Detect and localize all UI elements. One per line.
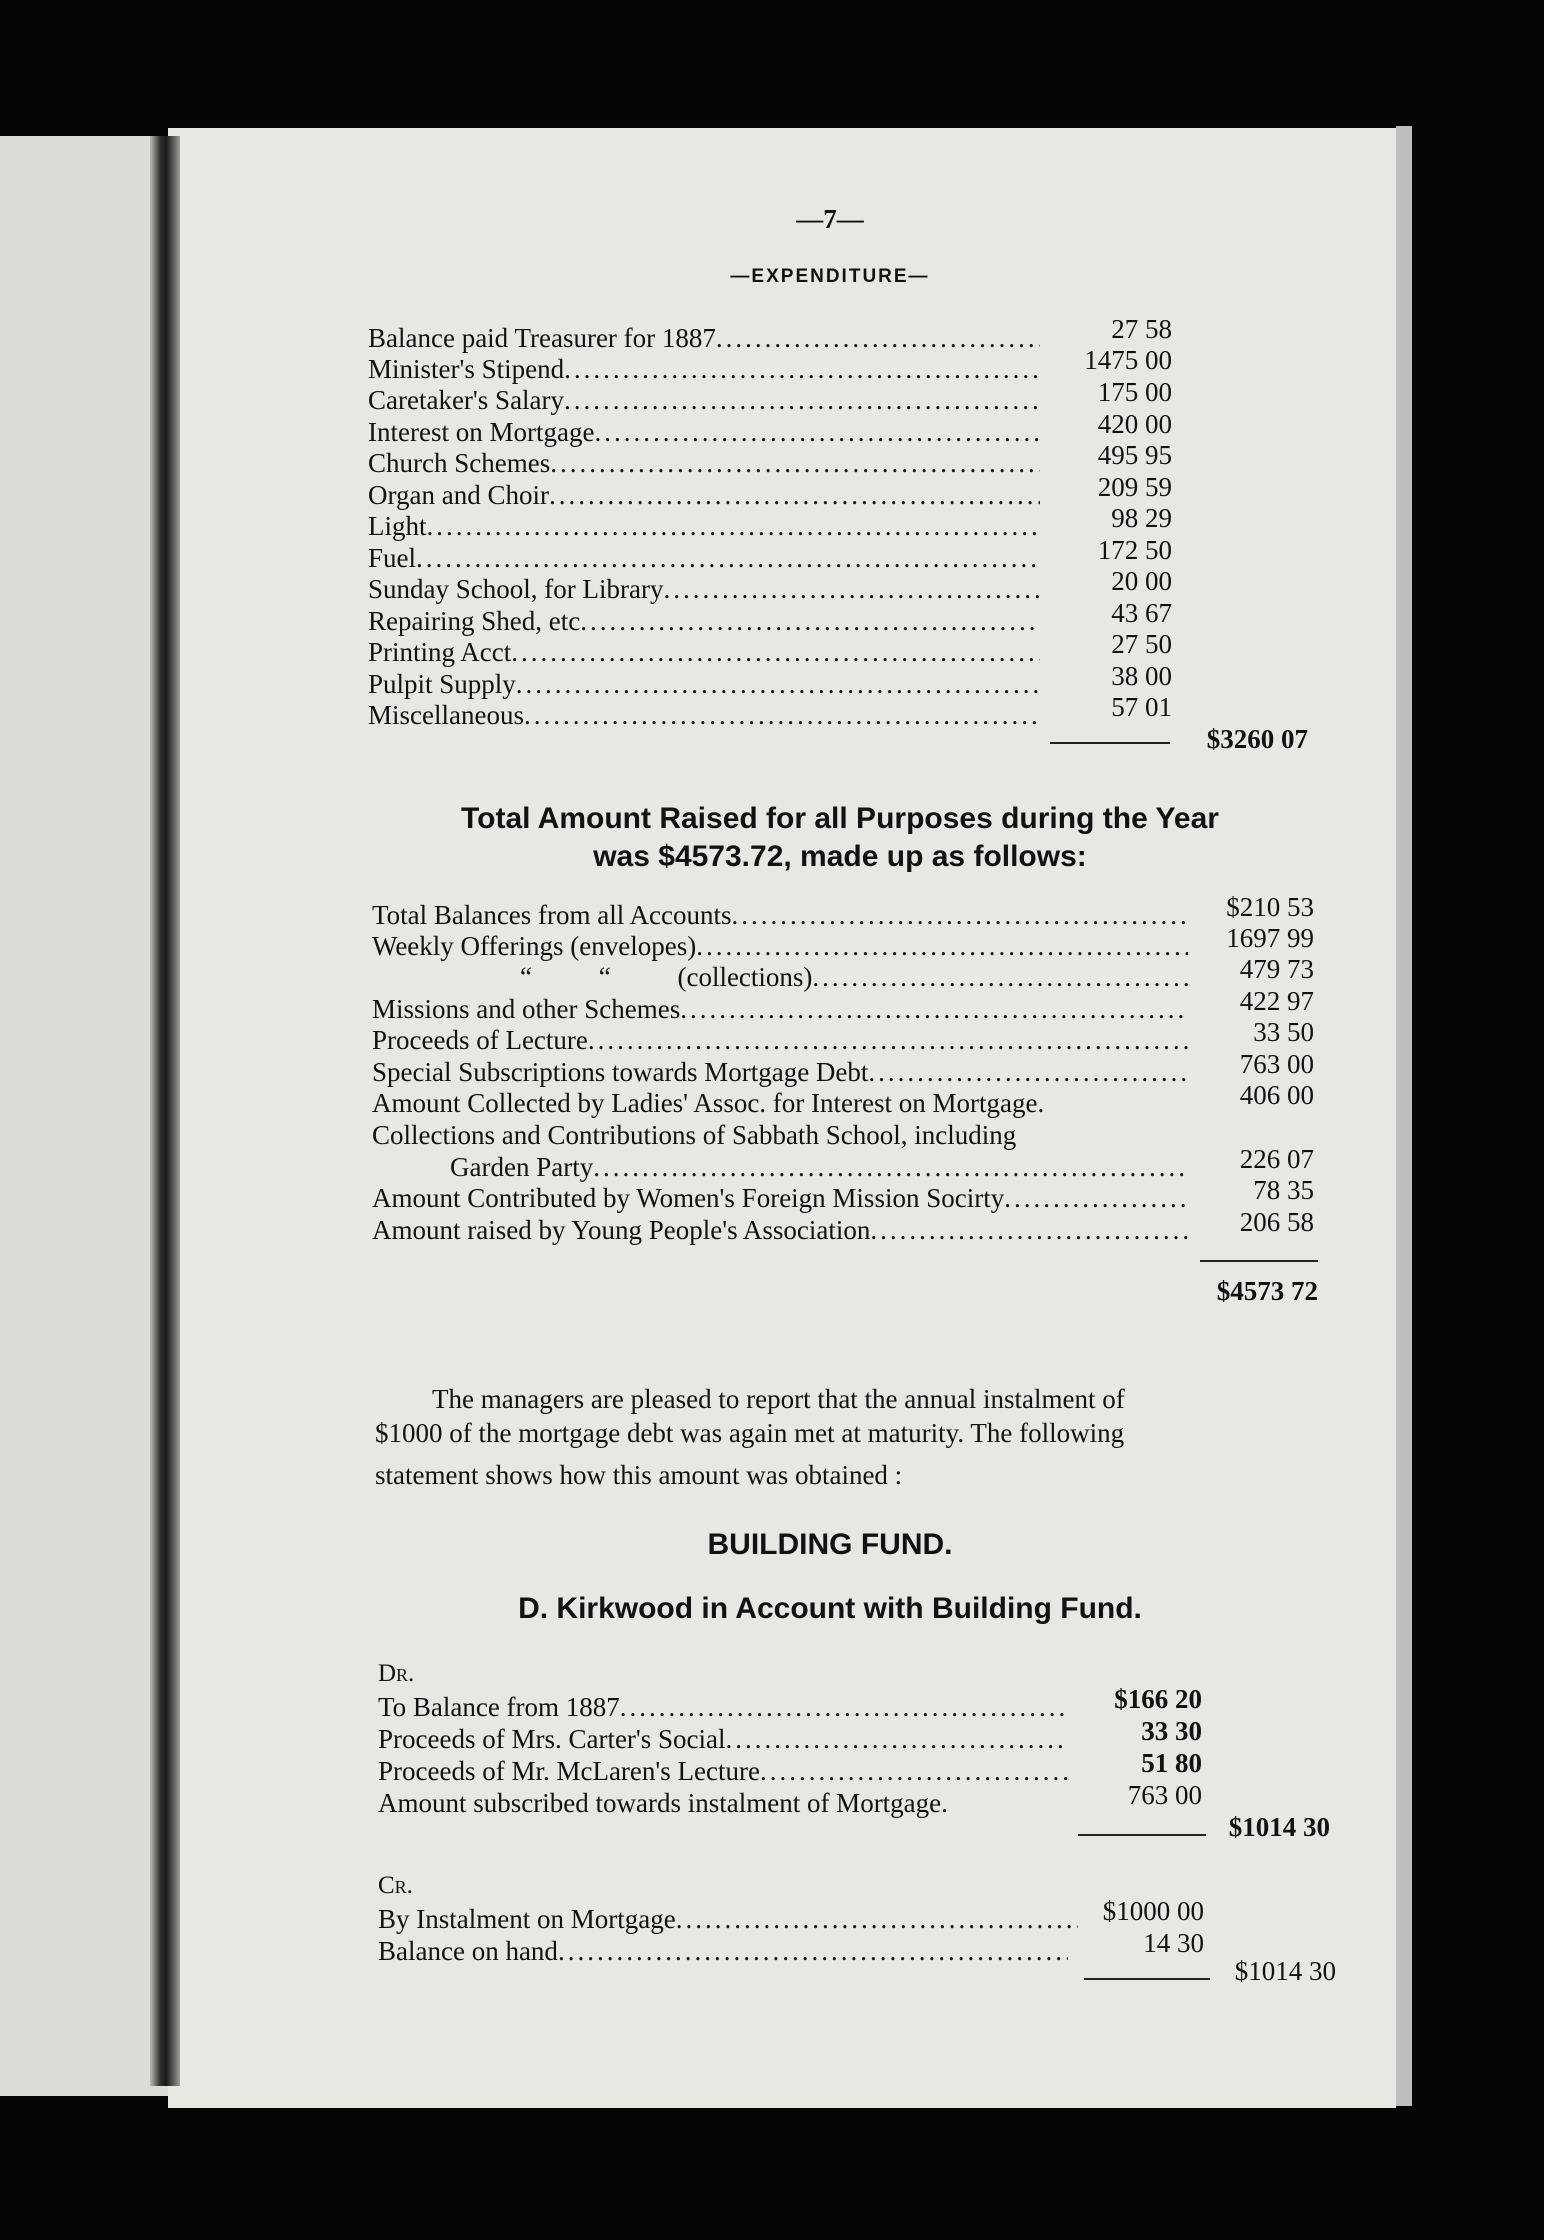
item-amount: 479 73 [1239,954,1314,984]
list-item [372,931,1188,962]
item-label: Miscellaneous [368,700,524,730]
item-amount: 27 58 [1111,314,1172,344]
raised-heading-line1: Total Amount Raised for all Purposes during the Year [461,802,1219,835]
item-amount: $166 20 [1114,1684,1202,1714]
item-label: Amount Collected by Ladies' Assoc. for Interest on Mortgage. [372,1088,1045,1118]
item-label: Pulpit Supply [368,669,516,699]
item-label: Sunday School, for Library [368,574,664,604]
list-item [368,417,1040,448]
list-item [368,354,1040,385]
total-rule [1078,1834,1206,1836]
item-label: Garden Party [450,1152,594,1182]
item-amount: 33 30 [1141,1716,1202,1746]
item-label: Balance paid Treasurer for 1887 [368,323,716,353]
item-label: Caretaker's Salary [368,385,565,415]
item-amount: 20 00 [1111,566,1172,596]
list-item [372,1088,1188,1119]
list-item [368,448,1040,479]
item-amount: 27 50 [1111,629,1172,659]
item-label: Amount subscribed towards instalment of Mortgage. [378,1788,948,1818]
item-amount: 226 07 [1239,1144,1314,1174]
list-item [378,1936,1068,1967]
list-item [372,900,1188,931]
cr-label: Cr. [378,1872,413,1899]
left-page-edge [0,136,172,2096]
list-item [450,1152,1188,1183]
item-label: By Instalment on Mortgage [378,1904,676,1934]
list-item [368,606,1040,637]
item-label: To Balance from 1887 [378,1692,620,1722]
item-amount: 1475 00 [1084,345,1172,375]
list-item [368,543,1040,574]
expenditure-heading: —EXPENDITURE— [730,266,930,287]
book-spine [150,136,180,2086]
list-item [368,669,1040,700]
list-item [378,1756,1068,1787]
item-amount: 1697 99 [1226,923,1314,953]
dr-label: Dr. [378,1660,415,1687]
list-item [372,1025,1188,1056]
item-label: Collections and Contributions of Sabbath School, including [372,1120,1017,1150]
total-rule [1200,1260,1318,1262]
item-label: Church Schemes [368,448,551,478]
item-amount: 763 00 [1239,1049,1314,1079]
item-label: Amount raised by Young People's Association [372,1215,871,1245]
item-amount: 51 80 [1141,1748,1202,1778]
list-item [378,1904,1078,1935]
item-label: Fuel [368,543,417,573]
list-item [378,1724,1068,1755]
expenditure-total: $3260 07 [1206,724,1308,754]
page-number: —7— [796,204,864,234]
item-label: Special Subscriptions towards Mortgage Debt [372,1057,869,1087]
item-label: Repairing Shed, etc [368,606,581,636]
item-amount: 175 00 [1097,377,1172,407]
item-amount: 495 95 [1097,440,1172,470]
item-label: Minister's Stipend [368,354,565,384]
item-label: “ “ (collections) [520,962,813,992]
item-label: Weekly Offerings (envelopes) [372,931,697,961]
building-fund-subheading: D. Kirkwood in Account with Building Fund. [518,1592,1142,1625]
item-amount: 406 00 [1239,1080,1314,1110]
dr-total: $1014 30 [1228,1812,1330,1842]
item-label: Organ and Choir [368,480,549,510]
item-amount: 209 59 [1097,472,1172,502]
item-label: Total Balances from all Accounts [372,900,732,930]
item-label: Amount Contributed by Women's Foreign Mission Socirty [372,1183,1005,1213]
report-line-2: $1000 of the mortgage debt was again met at maturity. The following [375,1418,1125,1448]
total-rule [1050,742,1170,744]
item-label: Light [368,511,427,541]
list-item [372,1215,1188,1246]
item-amount: $210 53 [1226,892,1314,922]
item-amount: $1000 00 [1102,1896,1204,1926]
item-amount: 206 58 [1239,1207,1314,1237]
item-amount: 172 50 [1097,535,1172,565]
item-label: Printing Acct [368,637,512,667]
list-item [372,1183,1188,1214]
item-amount: 422 97 [1239,986,1314,1016]
item-label: Missions and other Schemes [372,994,681,1024]
item-amount: 420 00 [1097,409,1172,439]
item-label: Interest on Mortgage [368,417,595,447]
list-item [368,480,1040,511]
list-item [368,637,1040,668]
list-item [368,511,1040,542]
list-item [372,1120,1188,1151]
report-line-3: statement shows how this amount was obtained : [375,1460,903,1490]
total-rule [1084,1978,1210,1980]
item-amount: 763 00 [1127,1780,1202,1810]
item-amount: 57 01 [1111,692,1172,722]
list-item [378,1692,1068,1723]
item-amount: 43 67 [1111,598,1172,628]
list-item [372,994,1188,1025]
raised-heading-line2: was $4573.72, made up as follows: [593,840,1087,873]
cr-total: $1014 30 [1234,1956,1336,1986]
item-label: Proceeds of Mr. McLaren's Lecture [378,1756,760,1786]
item-label: Balance on hand [378,1936,558,1966]
building-fund-heading: BUILDING FUND. [707,1528,953,1561]
raised-total: $4573 72 [1216,1276,1318,1306]
report-line-1: The managers are pleased to report that the annual instalment of [432,1384,1125,1414]
item-amount: 14 30 [1143,1928,1204,1958]
list-item [368,700,1040,731]
item-amount: 33 50 [1253,1017,1314,1047]
item-amount: 98 29 [1111,503,1172,533]
item-amount: 78 35 [1253,1175,1314,1205]
list-item [368,385,1040,416]
list-item [368,574,1040,605]
list-item [372,1057,1188,1088]
list-item [368,323,1040,354]
list-item [520,962,1188,993]
list-item [378,1788,1078,1819]
page-right-edge [1396,126,1412,2106]
item-label: Proceeds of Lecture [372,1025,588,1055]
item-amount: 38 00 [1111,661,1172,691]
item-label: Proceeds of Mrs. Carter's Social [378,1724,726,1754]
